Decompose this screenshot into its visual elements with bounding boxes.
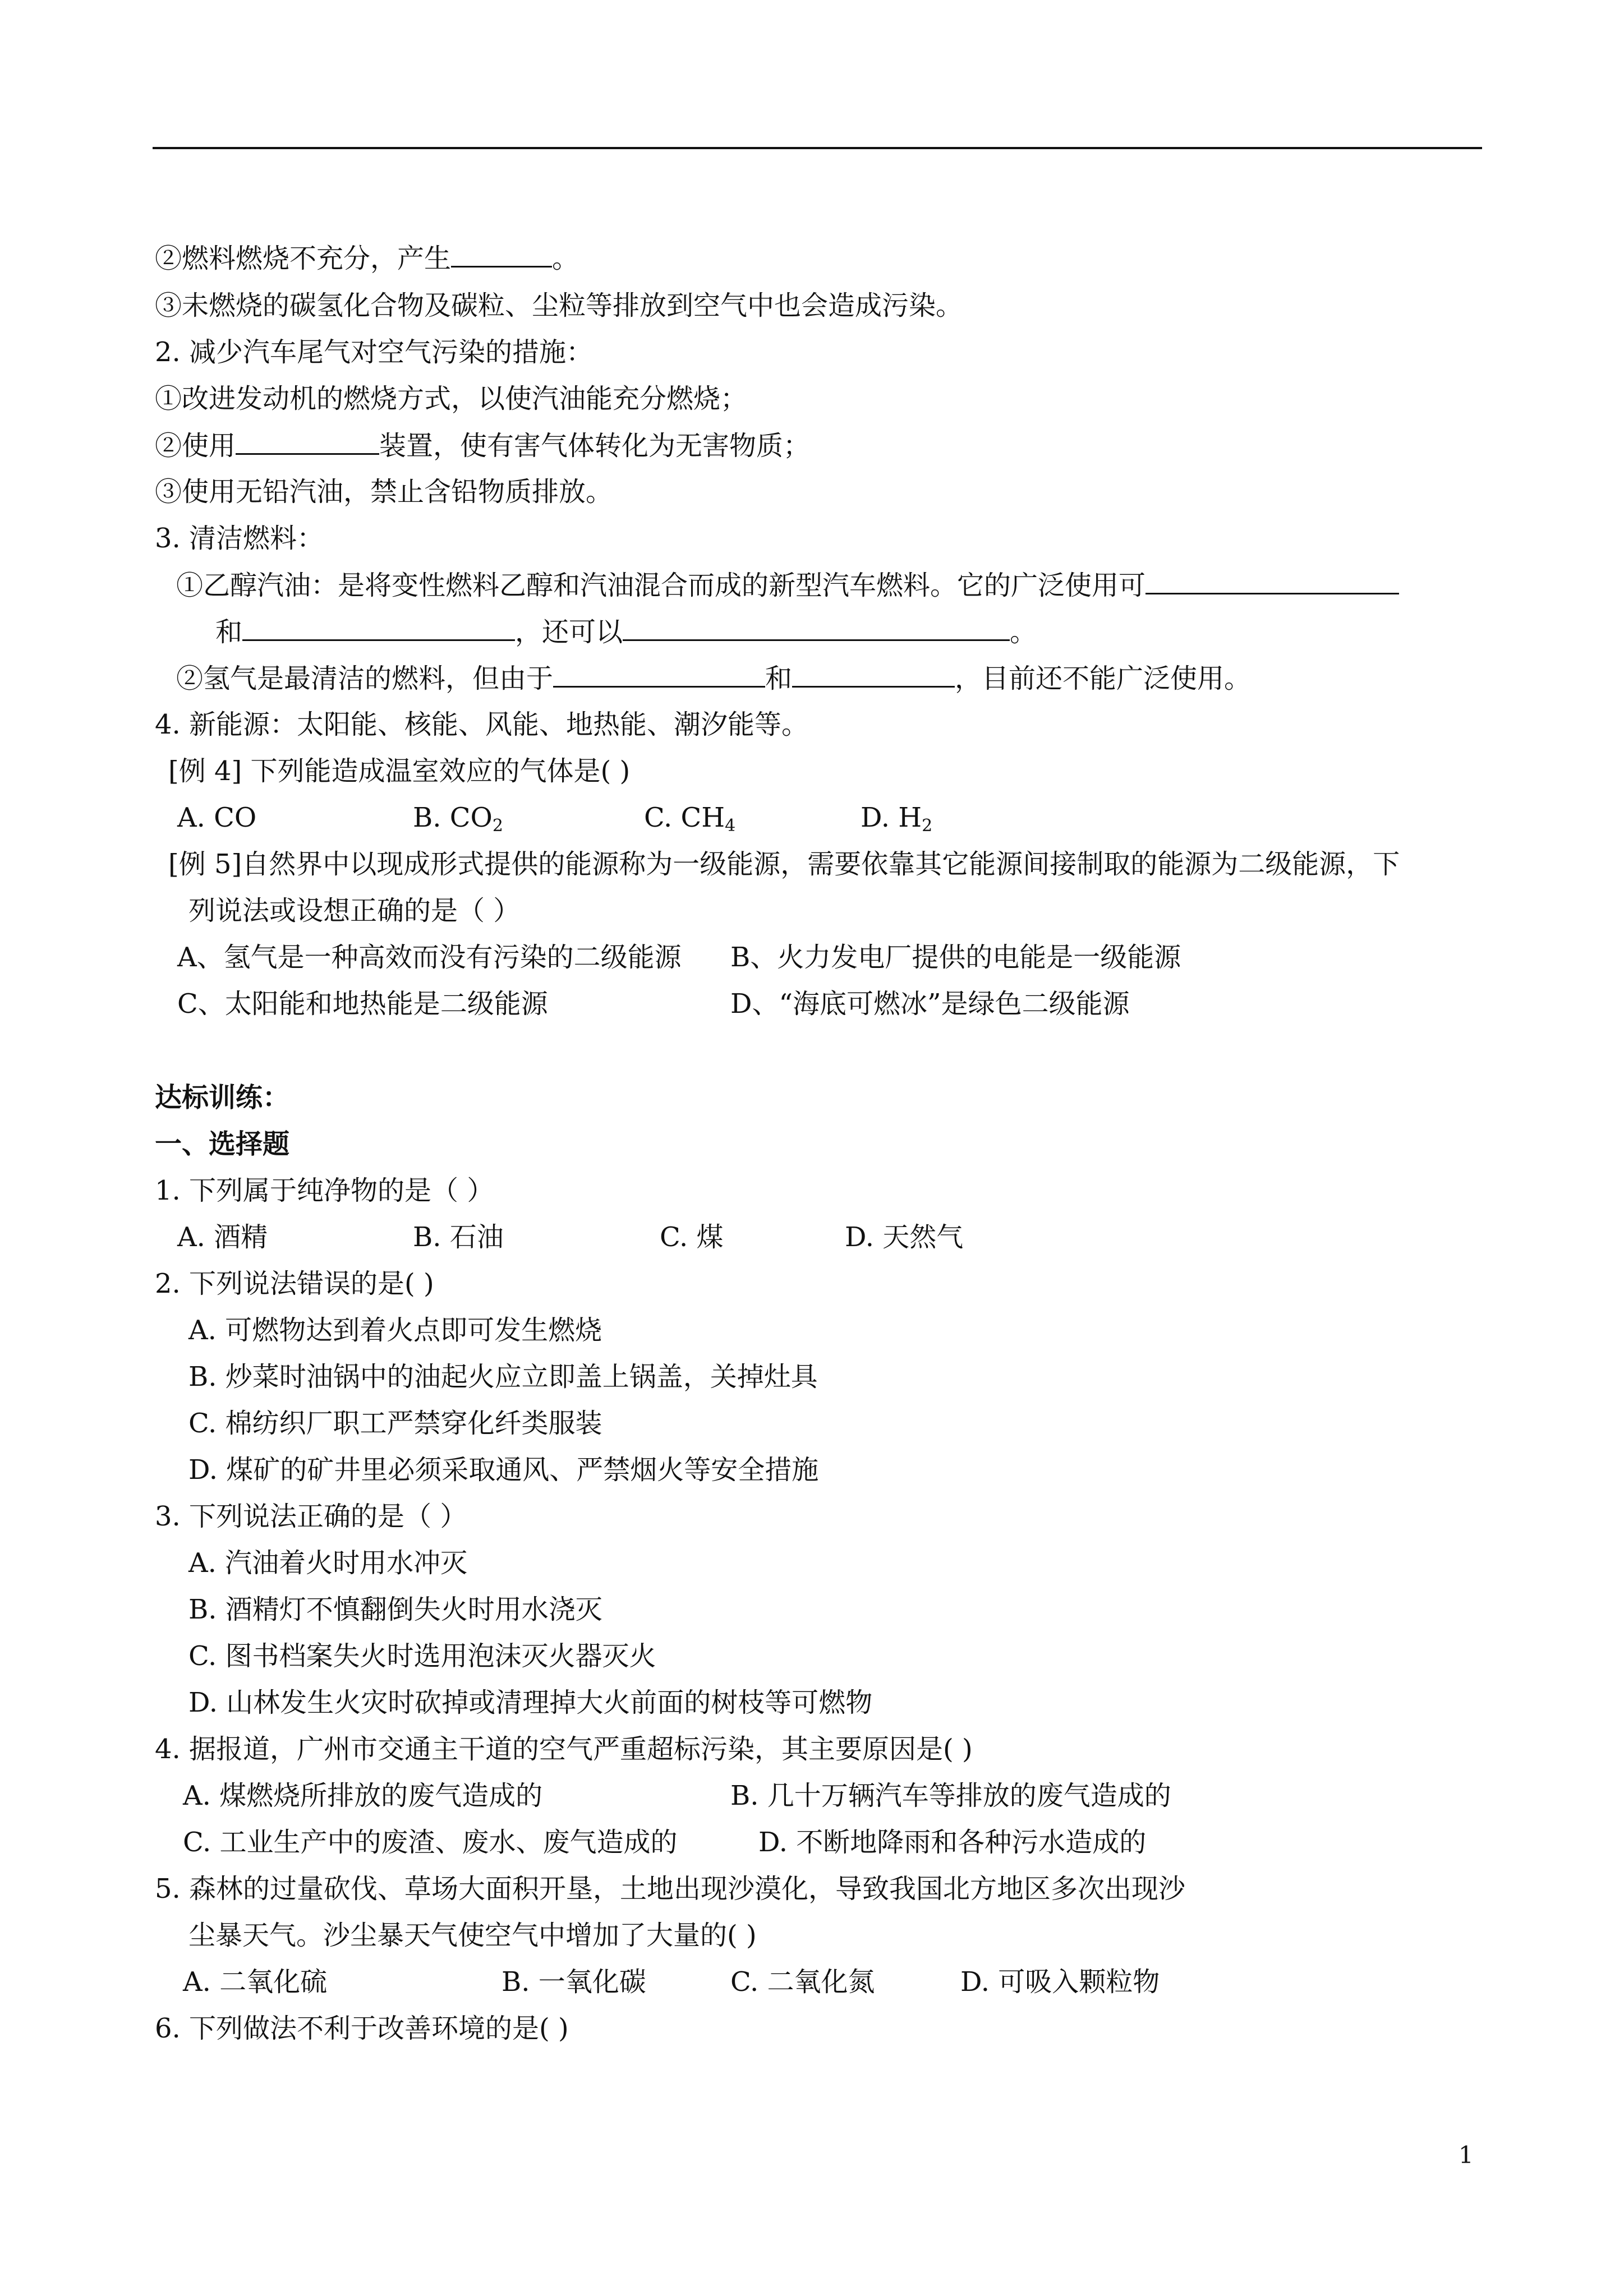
question-6-stem: 6. 下列做法不利于改善环境的是( ) bbox=[155, 2013, 569, 2044]
answer-blank[interactable] bbox=[623, 615, 1010, 641]
question-5-option-b[interactable]: B. 一氧化碳 bbox=[502, 1966, 646, 1998]
question-5-stem-line-1: 5. 森林的过量砍伐、草场大面积开垦，土地出现沙漠化，导致我国北方地区多次出现沙 bbox=[155, 1873, 1186, 1905]
answer-blank[interactable] bbox=[792, 661, 955, 688]
question-4-stem: 4. 据报道，广州市交通主干道的空气严重超标污染，其主要原因是( ) bbox=[155, 1733, 973, 1765]
question-1-stem: 1. 下列属于纯净物的是（ ） bbox=[155, 1175, 494, 1206]
example-5-option-c[interactable]: C、太阳能和地热能是二级能源 bbox=[177, 988, 548, 1020]
page-number: 1 bbox=[1459, 2141, 1474, 2169]
sec1-line-8: ①乙醇汽油：是将变性燃料乙醇和汽油混合而成的新型汽车燃料。它的广泛使用可 bbox=[176, 568, 1399, 602]
question-2-option-b[interactable]: B. 炒菜时油锅中的油起火应立即盖上锅盖，关掉灶具 bbox=[188, 1361, 818, 1393]
sec1-line-3: 2. 减少汽车尾气对空气污染的措施： bbox=[155, 336, 594, 368]
example-4-option-c[interactable]: C. $CH_4$ bbox=[644, 802, 736, 836]
sec1-line-10: ②氢气是最清洁的燃料，但由于 和 ，目前还不能广泛使用。 bbox=[176, 661, 1251, 695]
example-5-option-d[interactable]: D、“海底可燃冰”是绿色二级能源 bbox=[730, 988, 1130, 1020]
example-5-option-b[interactable]: B、火力发电厂提供的电能是一级能源 bbox=[730, 942, 1181, 973]
question-3-option-d[interactable]: D. 山林发生火灾时砍掉或清理掉大火前面的树枝等可燃物 bbox=[188, 1687, 873, 1718]
answer-blank[interactable] bbox=[242, 615, 515, 641]
example-5-option-a[interactable]: A、氢气是一种高效而没有污染的二级能源 bbox=[177, 942, 682, 973]
example-4-option-b[interactable]: B. $CO_2$ bbox=[413, 802, 503, 836]
sec1-line-6: ③使用无铅汽油，禁止含铅物质排放。 bbox=[155, 476, 613, 508]
question-2-option-d[interactable]: D. 煤矿的矿井里必须采取通风、严禁烟火等安全措施 bbox=[188, 1454, 819, 1486]
sec1-line-7: 3. 清洁燃料： bbox=[155, 523, 324, 554]
question-3-stem: 3. 下列说法正确的是（ ） bbox=[155, 1501, 467, 1532]
question-5-option-d[interactable]: D. 可吸入颗粒物 bbox=[960, 1966, 1160, 1998]
sec1-line-2: ③未燃烧的碳氢化合物及碳粒、尘粒等排放到空气中也会造成污染。 bbox=[155, 290, 963, 321]
example-4-stem: [例 4] 下列能造成温室效应的气体是( ) bbox=[168, 755, 631, 787]
question-2-stem: 2. 下列说法错误的是( ) bbox=[155, 1268, 434, 1299]
sec1-line-1: ②燃料燃烧不充分，产生 。 bbox=[155, 241, 579, 275]
question-3-option-a[interactable]: A. 汽油着火时用水冲灭 bbox=[188, 1547, 468, 1579]
sec1-line-11: 4. 新能源：太阳能、核能、风能、地热能、潮汐能等。 bbox=[155, 709, 809, 740]
header-rule bbox=[153, 147, 1482, 149]
question-1-option-c[interactable]: C. 煤 bbox=[660, 1221, 724, 1253]
example-4-option-d[interactable]: D. $H_2$ bbox=[861, 802, 933, 836]
sec1-line-4: ①改进发动机的燃烧方式，以使汽油能充分燃烧； bbox=[155, 383, 748, 414]
question-5-option-a[interactable]: A. 二氧化硫 bbox=[183, 1966, 328, 1998]
answer-blank[interactable] bbox=[451, 241, 552, 268]
example-4-option-a[interactable]: A. CO bbox=[177, 802, 257, 833]
question-2-option-c[interactable]: C. 棉纺织厂职工严禁穿化纤类服装 bbox=[188, 1408, 602, 1439]
question-4-option-a[interactable]: A. 煤燃烧所排放的废气造成的 bbox=[183, 1780, 543, 1811]
question-3-option-c[interactable]: C. 图书档案失火时选用泡沫灭火器灭火 bbox=[188, 1640, 656, 1672]
question-1-option-d[interactable]: D. 天然气 bbox=[845, 1221, 964, 1253]
question-1-option-b[interactable]: B. 石油 bbox=[413, 1221, 504, 1253]
question-4-option-b[interactable]: B. 几十万辆汽车等排放的废气造成的 bbox=[730, 1780, 1171, 1811]
question-4-option-d[interactable]: D. 不断地降雨和各种污水造成的 bbox=[758, 1827, 1147, 1858]
question-4-option-c[interactable]: C. 工业生产中的废渣、废水、废气造成的 bbox=[183, 1827, 678, 1858]
question-5-stem-line-2: 尘暴天气。沙尘暴天气使空气中增加了大量的( ) bbox=[188, 1920, 757, 1951]
answer-blank[interactable] bbox=[553, 661, 765, 688]
section-heading: 一、选择题 bbox=[155, 1128, 290, 1160]
answer-blank[interactable] bbox=[1145, 568, 1399, 594]
example-5-stem-line-2: 列说法或设想正确的是（ ） bbox=[188, 895, 521, 926]
example-5-stem-line-1: [例 5]自然界中以现成形式提供的能源称为一级能源，需要依靠其它能源间接制取的能源为二级能源，下 bbox=[168, 849, 1400, 880]
question-5-option-c[interactable]: C. 二氧化氮 bbox=[730, 1966, 875, 1998]
sec1-line-5: ②使用 装置，使有害气体转化为无害物质； bbox=[155, 428, 810, 463]
practice-title: 达标训练： bbox=[155, 1082, 290, 1113]
sec1-line-9: 和 ，还可以 。 bbox=[215, 615, 1037, 649]
question-1-option-a[interactable]: A. 酒精 bbox=[177, 1221, 268, 1253]
question-2-option-a[interactable]: A. 可燃物达到着火点即可发生燃烧 bbox=[188, 1315, 602, 1346]
answer-blank[interactable] bbox=[236, 428, 379, 455]
question-3-option-b[interactable]: B. 酒精灯不慎翻倒失火时用水浇灭 bbox=[188, 1594, 602, 1625]
